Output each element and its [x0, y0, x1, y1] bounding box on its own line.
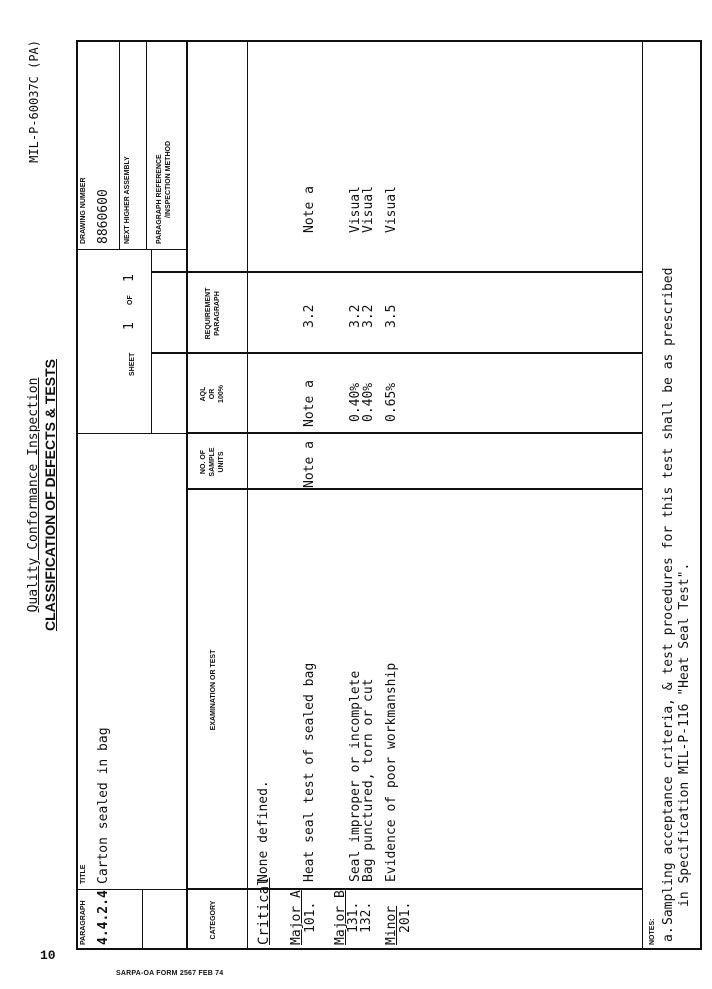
col-header-sample-1: NO. OF: [200, 449, 207, 475]
category-minor: Minor: [384, 905, 399, 945]
drawing-number-value: 8860600: [96, 189, 111, 244]
form-id: SARPA-OA FORM 2567 FEB 74: [116, 970, 224, 977]
col-line-category: [186, 889, 642, 891]
sample-major-a: Note a: [302, 441, 317, 488]
col-header-inspection-method: /INSPECTION METHOD: [165, 140, 172, 218]
col-line-exam: [186, 489, 642, 491]
category-major-b: Major B: [333, 890, 348, 945]
exam-critical: None defined.: [256, 780, 271, 882]
sheet-of-label: OF: [127, 295, 134, 305]
method-132: Visual: [361, 186, 376, 233]
header-bottom-line: [186, 40, 188, 950]
notes-line: [642, 40, 643, 950]
inspection-form: [26, 40, 702, 950]
method-major-a: Note a: [302, 186, 317, 233]
heading-line1: Quality Conformance Inspection: [26, 377, 41, 613]
col-header-exam: EXAMINATION OR TEST: [210, 649, 217, 731]
heading-line2: CLASSIFICATION OF DEFECTS & TESTS: [42, 359, 58, 631]
col-header-req-2: PARAGRAPH: [214, 291, 221, 336]
aql-major-a: Note a: [302, 380, 317, 427]
document-number: MIL-P-60037C (PA): [27, 40, 41, 163]
code-132: 132.: [359, 901, 374, 933]
notes-label: NOTES:: [649, 918, 656, 945]
col-line-sample: [186, 433, 642, 435]
exam-bag-punctured: Bag punctured, torn or cut: [361, 678, 376, 882]
exam-heat-seal: Heat seal test of sealed bag: [302, 662, 317, 882]
header-div-paragraph: [76, 889, 186, 890]
next-assembly-line: [146, 40, 147, 250]
req-major-a: 3.2: [302, 304, 317, 328]
col-header-sample-2: SAMPLE: [209, 447, 216, 477]
drawing-number-line: [119, 40, 120, 250]
col-header-sample-3: UNITS: [218, 451, 225, 473]
header-div-title: [76, 433, 186, 434]
col-line-req: [151, 272, 642, 274]
col-header-aql-1: AQL: [200, 386, 207, 402]
req-131: 3.2: [348, 304, 363, 328]
drawing-number-label: DRAWING NUMBER: [80, 177, 87, 244]
code-201: 201.: [398, 901, 413, 933]
paragraph-label: PARAGRAPH: [80, 900, 87, 945]
category-critical: Critical: [256, 877, 272, 945]
code-131: 131.: [346, 901, 361, 933]
aql-minor: 0.65%: [384, 382, 399, 422]
paragraph-bottom-line: [142, 890, 143, 950]
frame-bottom: [700, 40, 702, 950]
exam-seal-improper: Seal improper or incomplete: [348, 670, 363, 882]
sheet-bottom-line: [151, 250, 152, 434]
header-div-drawing: [76, 249, 186, 250]
page-number: 10: [40, 948, 56, 963]
note-a-line2: in Specification MIL-P-116 "Heat Seal Test".: [677, 562, 692, 907]
sheet-label: SHEET: [129, 352, 136, 376]
method-minor: Visual: [384, 186, 399, 233]
frame-top: [76, 40, 78, 950]
frame-right: [76, 40, 702, 42]
aql-131: 0.40%: [348, 382, 363, 422]
col-header-paragraph-reference: PARAGRAPH REFERENCE: [156, 154, 163, 244]
col-header-category: CATEGORY: [210, 900, 217, 940]
next-higher-assembly-label: NEXT HIGHER ASSEMBLY: [124, 156, 131, 244]
frame-left: [76, 948, 702, 950]
col-header-bottom-line: [247, 40, 248, 950]
req-minor: 3.5: [384, 304, 399, 328]
code-101: 101.: [303, 901, 318, 933]
req-132: 3.2: [361, 304, 376, 328]
category-major-a: Major A: [289, 890, 304, 945]
note-a-line1: Sampling acceptance criteria, & test procedures for this test shall be as prescribed: [661, 267, 676, 925]
title-value: Carton sealed in bag: [96, 727, 111, 884]
aql-132: 0.40%: [361, 382, 376, 422]
col-header-req-1: REQUIREMENT: [205, 287, 212, 340]
paragraph-value: 4.4.2.4: [96, 890, 111, 945]
sheet-total: 1: [122, 274, 137, 282]
note-a-marker: a.: [661, 926, 676, 942]
col-header-aql-2: OR: [209, 388, 216, 400]
col-header-aql-3: 100%: [218, 385, 225, 403]
method-131: Visual: [348, 186, 363, 233]
sheet-number: 1: [122, 322, 137, 330]
title-label: TITLE: [80, 864, 87, 884]
exam-workmanship: Evidence of poor workmanship: [384, 662, 399, 882]
